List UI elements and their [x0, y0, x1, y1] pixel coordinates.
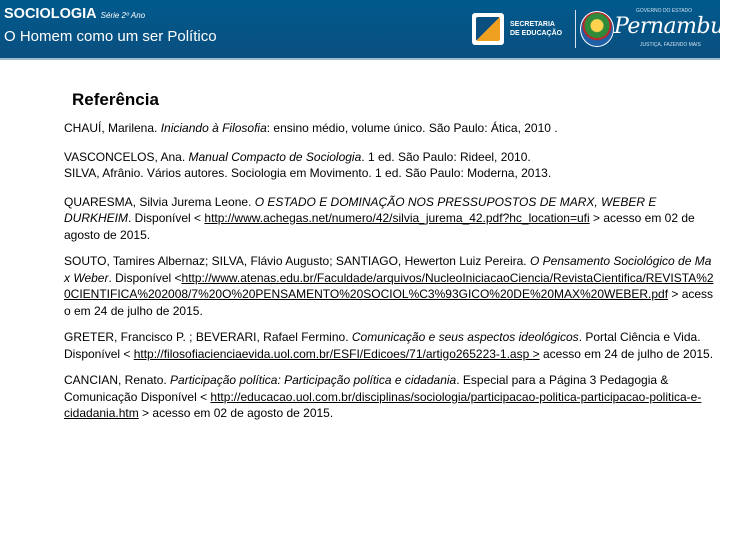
ref-details: . Especial para a Página 3 Pedagogia & Comunicação Disponível <: [64, 373, 669, 404]
ref-details: : ensino médio, volume único. São Paulo: Ática, 2010 .: [266, 121, 558, 135]
reference-item: SILVA, Afrânio. Vários autores. Sociologia em Movimento. 1 ed. São Paulo: Moderna, 2013.: [64, 166, 552, 180]
reference-item: [64, 194, 714, 244]
ref-details: . Portal Ciência e Vida. Disponível <: [64, 330, 701, 361]
subject-label: SOCIOLOGIA: [4, 6, 97, 22]
ref-link[interactable]: http://filosofiacienciaevida.uol.com.br/ESFI/Edicoes/71/artigo265223-1.asp >: [133, 346, 540, 361]
ref-title: Iniciando à Filosofia: [160, 121, 267, 135]
pernambuco-name: Pernambuco: [614, 14, 748, 39]
logo-divider: [575, 10, 576, 48]
page-title: Referência: [72, 90, 159, 109]
secretaria-educacao-logo: [472, 8, 572, 50]
ref-details: . 1 ed. São Paulo: Rideel, 2010.: [361, 149, 531, 164]
reference-item: [64, 253, 714, 319]
ref-author: QUARESMA, Silvia Jurema Leone.: [64, 194, 255, 209]
ref-author: VASCONCELOS, Ana.: [64, 149, 189, 164]
lesson-title: O Homem como um ser Político: [4, 28, 217, 45]
ref-details: . Disponível <: [108, 270, 182, 285]
ref-access: > acesso em 02 de agosto de 2015.: [138, 406, 334, 420]
ref-link[interactable]: http://educacao.uol.com.br/disciplinas/sociologia/participacao-politica-participacao-politica-e-cidadania.htm: [64, 389, 702, 420]
ref-access: > acesso em 02 de agosto de 2015.: [64, 211, 695, 242]
ref-link[interactable]: http://www.atenas.edu.br/Faculdade/arquivos/NucleoIniciacaoCiencia/RevistaCientifica/REVISTA%20CIENTIFICA%202008/7%20O%20PENSAMENTO%20SOCIOL%C3%93GICO%20DE%20MAX%20WEBER.pdf: [64, 270, 714, 301]
secretaria-text: [510, 20, 562, 38]
ref-author: CANCIAN, Renato.: [64, 373, 171, 387]
pernambuco-logo: [580, 8, 748, 52]
header-bar: [0, 0, 748, 58]
secretaria-line1: SECRETARIA: [510, 21, 555, 28]
ref-title: O Pensamento Sociológico de Max Weber: [64, 254, 712, 285]
reference-item: [64, 120, 714, 137]
header-subject: [4, 6, 145, 22]
pernambuco-slogan: JUSTIÇA, FAZENDO MAIS: [640, 42, 701, 48]
ref-title: O ESTADO E DOMINAÇÃO NOS PRESSUPOSTOS DE MARX, WEBER E DURKHEIM: [64, 194, 657, 225]
reference-item: [64, 329, 714, 362]
ref-author: GRETER, Francisco P. ; BEVERARI, Rafael Fermino.: [64, 330, 352, 344]
ref-link[interactable]: http://www.achegas.net/numero/42/silvia_jurema_42.pdf?hc_location=ufi: [204, 211, 590, 225]
state-seal-icon: [580, 11, 614, 47]
reference-item: [64, 149, 714, 166]
pernambuco-top-text: GOVERNO DO ESTADO: [636, 8, 693, 14]
grade-label: Série 2º Ano: [100, 11, 146, 20]
reference-list: [64, 120, 714, 422]
ref-access: acesso em 24 de julho de 2015.: [539, 346, 714, 361]
header-divider: [0, 58, 720, 60]
ref-author: SOUTO, Tamires Albernaz; SILVA, Flávio Augusto; SANTIAGO, Hewerton Luiz Pereira.: [64, 254, 530, 268]
reference-item: [64, 372, 714, 422]
education-emblem-icon: [472, 13, 504, 45]
ref-title: Participação política: Participação política e cidadania: [170, 373, 457, 387]
ref-title: Comunicação e seus aspectos ideológicos: [351, 330, 579, 344]
secretaria-line2: DE EDUCAÇÃO: [510, 30, 563, 37]
ref-author: CHAUÍ, Marilena.: [64, 121, 161, 135]
ref-title: Manual Compacto de Sociologia: [188, 149, 362, 164]
ref-access: > acesso em 24 de julho de 2015.: [64, 287, 714, 318]
ref-details: . Disponível <: [128, 211, 205, 225]
